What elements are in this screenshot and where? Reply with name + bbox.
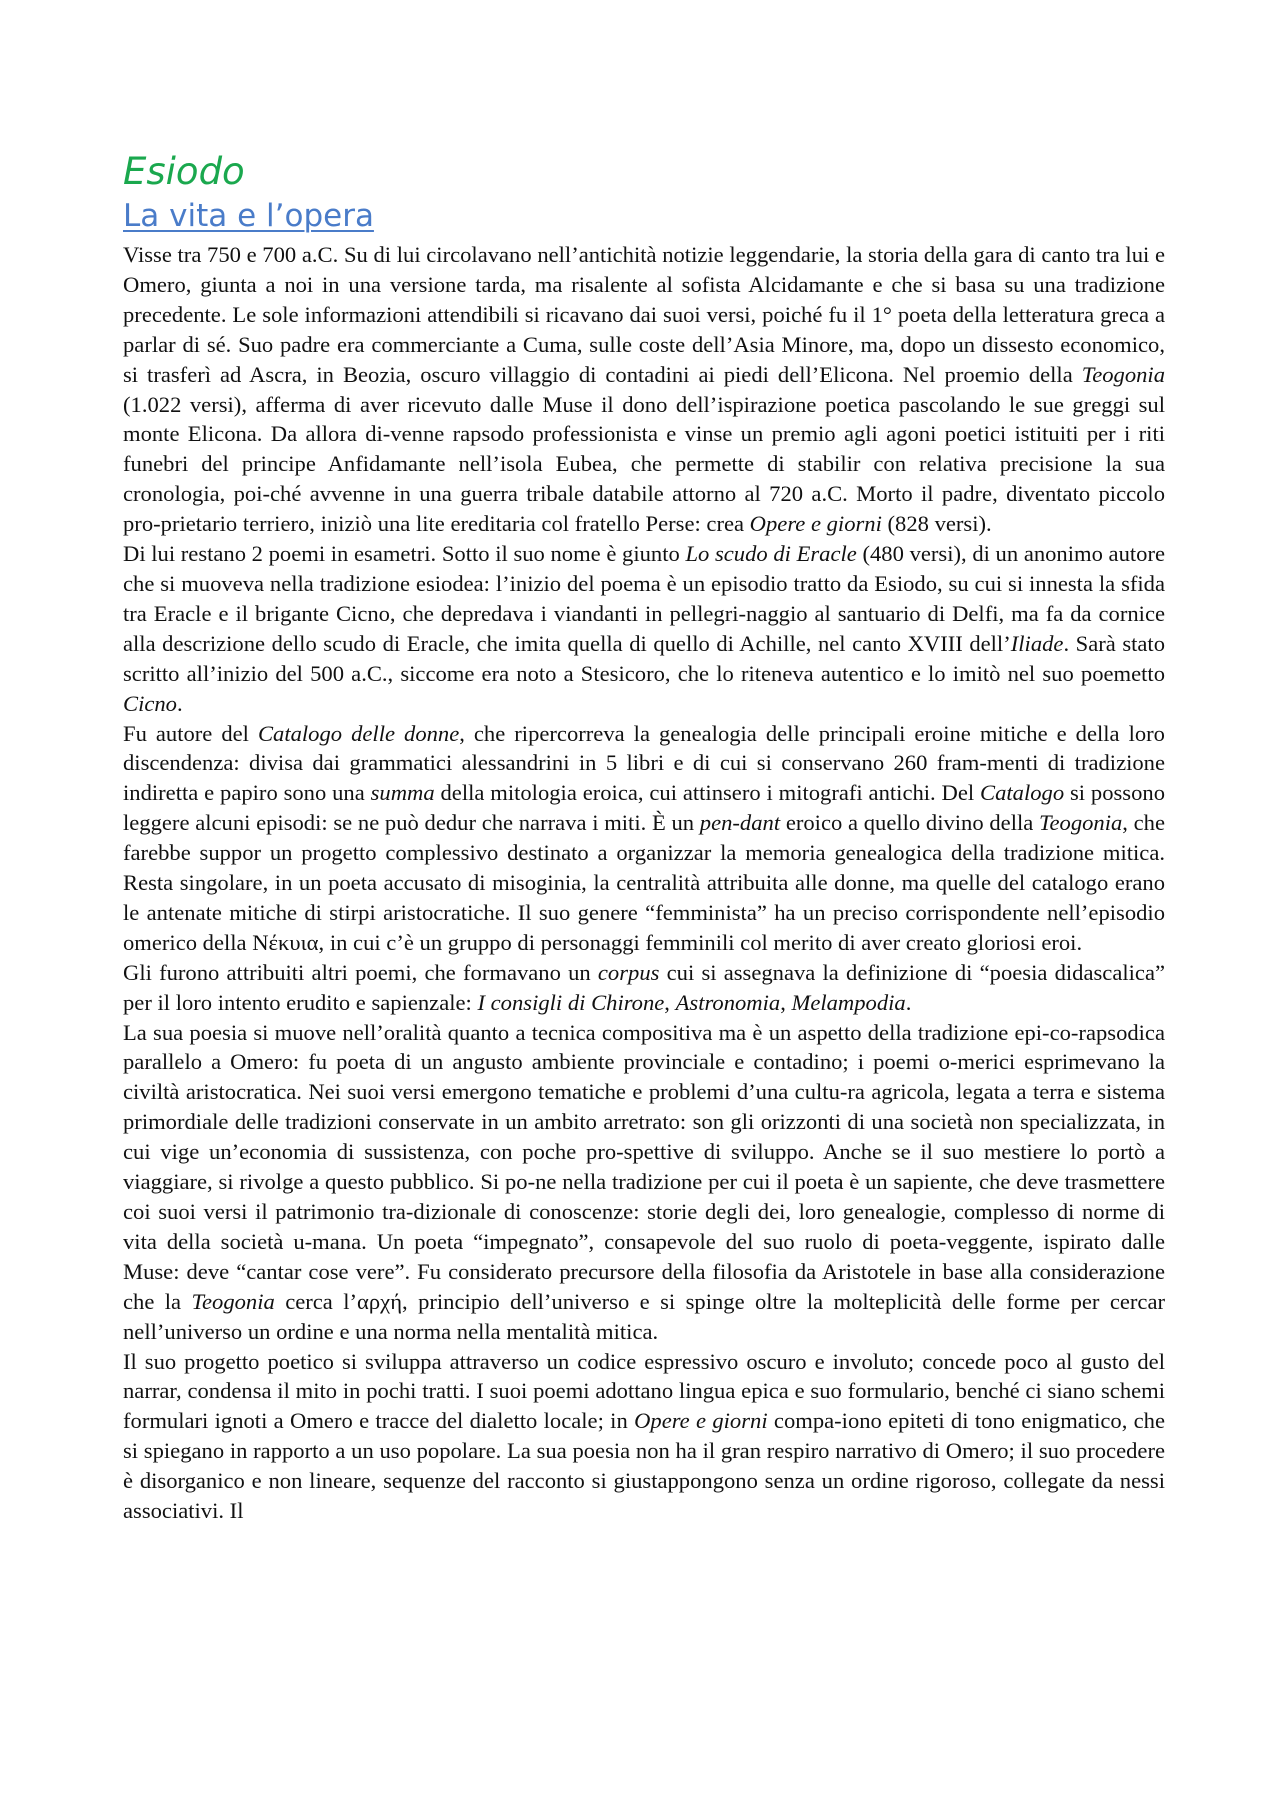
paragraph bbox=[123, 1018, 1165, 1347]
italic-title-text: Cicno bbox=[123, 690, 177, 716]
paragraph-text: eroico a quello divino della bbox=[780, 810, 1039, 836]
italic-title-text: summa bbox=[370, 780, 435, 806]
paragraph-text: si possono leggere alcuni episodi: se ne può dedur che narrava i miti. È un bbox=[123, 780, 1165, 836]
paragraph bbox=[123, 958, 1165, 1018]
document-page bbox=[123, 150, 1165, 1526]
italic-title-text: Teogonia bbox=[191, 1288, 275, 1314]
paragraph-text: , bbox=[664, 989, 676, 1015]
paragraph bbox=[123, 1347, 1165, 1526]
italic-title-text: pen-dant bbox=[699, 810, 781, 836]
paragraph-text: , che farebbe suppor un progetto complessivo destinato a organizzar la memoria genealogica della tradizione mitica. Resta singolare, in un poeta accusato di misoginia, la centralità attribuita alle donne, ma quelle del catalogo erano le antenate mitiche di stirpi aristocratiche. Il suo genere “femminista” ha un preciso corrispondente nell’episodio omerico della Νέκυια, in cui c’è un gruppo di personaggi femminili col merito di aver creato gloriosi eroi. bbox=[123, 810, 1165, 955]
paragraph-text: Il suo progetto poetico si sviluppa attraverso un codice espressivo oscuro e involuto; concede poco al gusto del narrar, condensa il mito in pochi tratti. I suoi poemi adottano lingua epica e suo formulario, benché ci siano schemi formulari ignoti a Omero e tracce del dialetto locale; in bbox=[123, 1348, 1165, 1434]
italic-title-text: Lo scudo di Eracle bbox=[685, 541, 857, 567]
italic-title-text: Teogonia bbox=[1081, 361, 1165, 387]
section-heading: La vita e l’opera bbox=[123, 198, 374, 234]
paragraph bbox=[123, 719, 1165, 958]
paragraph-text: . bbox=[176, 690, 183, 716]
paragraph-text: cui si assegnava la definizione di “poesia didascalica” per il loro intento erudito e sapienzale: bbox=[123, 959, 1165, 1015]
paragraph-text: Fu autore del bbox=[123, 720, 258, 746]
body-text bbox=[123, 240, 1165, 1526]
paragraph-text: (828 versi). bbox=[881, 511, 992, 537]
paragraph-text: La sua poesia si muove nell’oralità quanto a tecnica compositiva ma è un aspetto della tradizione epi-co-rapsodica parallelo a Omero: fu poeta di un angusto ambiente provinciale e contadino; i poemi o-merici esprimevano la civiltà aristocratica. Nei suoi versi emergono tematiche e problemi d’una cultu-ra agricola, legata a terra e sistema primordiale delle tradizioni conservate in un ambito arretrato: son gli orizzonti di una società non specializzata, in cui vige un’economia di sussistenza, con poche pro-spettive di sviluppo. Anche se il suo mestiere lo portò a viaggiare, si rivolge a questo pubblico. Si po-ne nella tradizione per cui il poeta è un sapiente, che deve trasmettere coi suoi versi il patrimonio tra-dizionale di conoscenze: storie degli dei, loro genealogie, complesso di norme di vita della società u-mana. Un poeta “impegnato”, consapevole del suo ruolo di poeta-veggente, ispirato dalle Muse: deve “cantar cose vere”. Fu considerato precursore della filosofia da Aristotele in base alla considerazione che la bbox=[123, 1019, 1165, 1314]
italic-title-text: Opere e giorni bbox=[749, 511, 882, 537]
paragraph-text: della mitologia eroica, cui attinsero i mitografi antichi. Del bbox=[434, 780, 981, 806]
paragraph-text: Visse tra 750 e 700 a.C. Su di lui circolavano nell’antichità notizie leggendarie, la storia della gara di canto tra lui e Omero, giunta a noi in una versione tarda, ma risalente al sofista Alcidamante e che si basa su una tradizione precedente. Le sole informazioni attendibili si ricavano dai suoi versi, poiché fu il 1° poeta della letteratura greca a parlar di sé. Suo padre era commerciante a Cuma, sulle coste dell’Asia Minore, ma, dopo un dissesto economico, si trasferì ad Ascra, in Beozia, oscuro villaggio di contadini ai piedi dell’Elicona. Nel proemio della bbox=[123, 242, 1165, 387]
document-title: Esiodo bbox=[123, 150, 245, 193]
paragraph-text: Gli furono attribuiti altri poemi, che formavano un bbox=[123, 959, 598, 985]
paragraph-text: Di lui restano 2 poemi in esametri. Sotto il suo nome è giunto bbox=[123, 541, 686, 567]
paragraph-text: , bbox=[780, 989, 792, 1015]
italic-title-text: Astronomia bbox=[675, 989, 781, 1015]
paragraph-text: . Sarà stato scritto all’inizio del 500 a.C., siccome era noto a Stesicoro, che lo riteneva autentico e lo imitò nel suo poemetto bbox=[123, 630, 1166, 686]
paragraph bbox=[123, 240, 1165, 539]
paragraph-text: , che ripercorreva la genealogia delle principali eroine mitiche e della loro discendenza: divisa dai grammatici alessandrini in 5 libri e di cui si conservano 260 fram-menti di tradizione indiretta e papiro sono una bbox=[123, 720, 1165, 806]
paragraph-text: compa-iono epiteti di tono enigmatico, che si spiegano in rapporto a un uso popolare. La sua poesia non ha il gran respiro narrativo di Omero; il suo procedere è disorganico e non lineare, sequenze del racconto si giustappongono senza un ordine rigoroso, collegate da nessi associativi. Il bbox=[123, 1408, 1166, 1524]
italic-title-text: I consigli di Chirone bbox=[477, 989, 665, 1015]
italic-title-text: Iliade bbox=[1010, 630, 1064, 656]
italic-title-text: Catalogo bbox=[980, 780, 1065, 806]
paragraph bbox=[123, 539, 1165, 718]
italic-title-text: Catalogo delle donne bbox=[257, 720, 460, 746]
italic-title-text: corpus bbox=[597, 959, 660, 985]
italic-title-text: Teogonia bbox=[1039, 810, 1123, 836]
paragraph-text: cerca l’αρχή, principio dell’universo e si spinge oltre la molteplicità delle forme per cercar nell’universo un ordine e una norma nella mentalità mitica. bbox=[123, 1288, 1165, 1344]
paragraph-text: . bbox=[905, 989, 912, 1015]
paragraph-text: (1.022 versi), afferma di aver ricevuto dalle Muse il dono dell’ispirazione poetica pascolando le sue greggi sul monte Elicona. Da allora di-venne rapsodo professionista e vinse un premio agli agoni poetici istituiti per i riti funebri del principe Anfidamante nell’isola Eubea, che permette di stabilir con relativa precisione la sua cronologia, poi-ché avvenne in una guerra tribale databile attorno al 720 a.C. Morto il padre, diventato piccolo pro-prietario terriero, iniziò una lite ereditaria col fratello Perse: crea bbox=[123, 391, 1165, 537]
italic-title-text: Melampodia bbox=[791, 989, 906, 1015]
paragraph-text: (480 versi), di un anonimo autore che si muoveva nella tradizione esiodea: l’inizio del poema è un episodio tratto da Esiodo, su cui si innesta la sfida tra Eracle e il brigante Cicno, che depredava i viandanti in pellegri-naggio al santuario di Delfi, ma fa da cornice alla descrizione dello scudo di Eracle, che imita quella di quello di Achille, nel canto XVIII dell’ bbox=[123, 541, 1165, 656]
italic-title-text: Opere e giorni bbox=[634, 1408, 768, 1434]
